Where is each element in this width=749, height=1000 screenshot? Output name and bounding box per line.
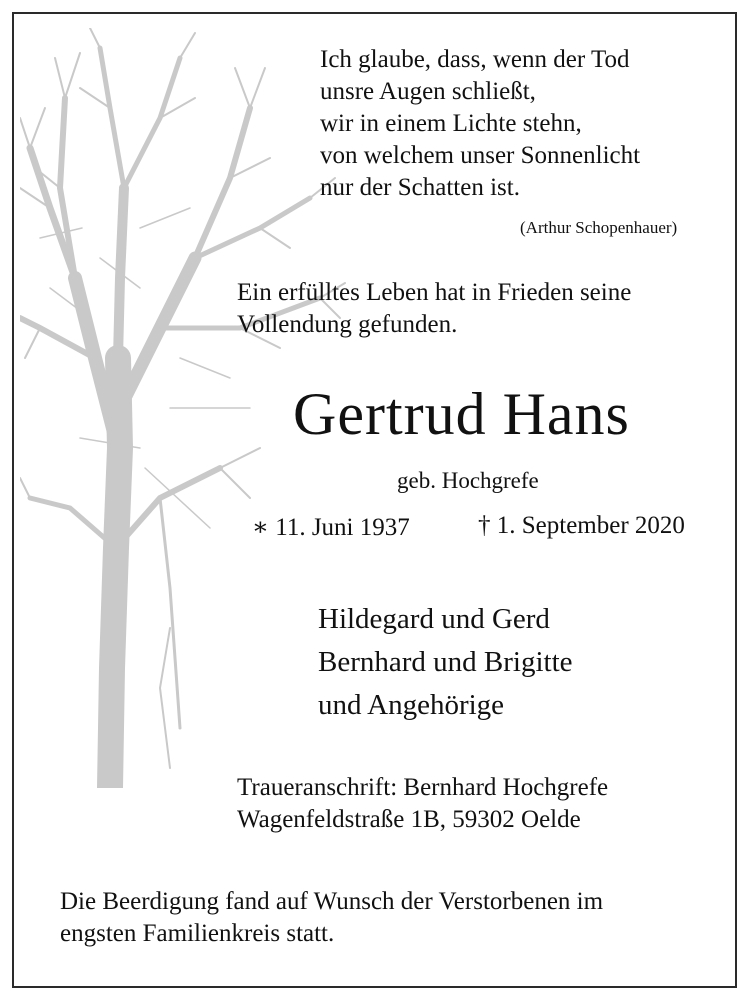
quote-text	[320, 44, 640, 204]
mourner-line: und Angehörige	[318, 689, 505, 721]
birth-date: ∗ 11. Juni 1937	[252, 514, 410, 541]
address-line: Traueranschrift: Bernhard Hochgrefe	[237, 774, 609, 801]
quote-line: von welchem unser Sonnenlicht	[320, 142, 641, 169]
quote-line: nur der Schatten ist.	[320, 174, 520, 201]
death-date: † 1. September 2020	[478, 512, 685, 539]
address-line: Wagenfeldstraße 1B, 59302 Oelde	[237, 806, 581, 833]
maiden-name: geb. Hochgrefe	[397, 468, 539, 493]
quote-line: unsre Augen schließt,	[320, 78, 536, 105]
mourner-line: Hildegard und Gerd	[318, 603, 550, 635]
intro-text	[237, 277, 631, 341]
quote-line: Ich glaube, dass, wenn der Tod	[320, 46, 630, 73]
intro-line: Ein erfülltes Leben hat in Frieden seine	[237, 279, 632, 306]
deceased-name: Gertrud Hans	[293, 381, 630, 447]
mourning-address	[237, 772, 608, 836]
quote-author: (Arthur Schopenhauer)	[520, 218, 678, 237]
funeral-note	[60, 886, 603, 950]
intro-line: Vollendung gefunden.	[237, 311, 458, 338]
funeral-line: engsten Familienkreis statt.	[60, 920, 335, 947]
mourners-list	[318, 598, 573, 727]
mourner-line: Bernhard und Brigitte	[318, 646, 573, 678]
funeral-line: Die Beerdigung fand auf Wunsch der Verstorbenen im	[60, 888, 604, 915]
quote-line: wir in einem Lichte stehn,	[320, 110, 582, 137]
